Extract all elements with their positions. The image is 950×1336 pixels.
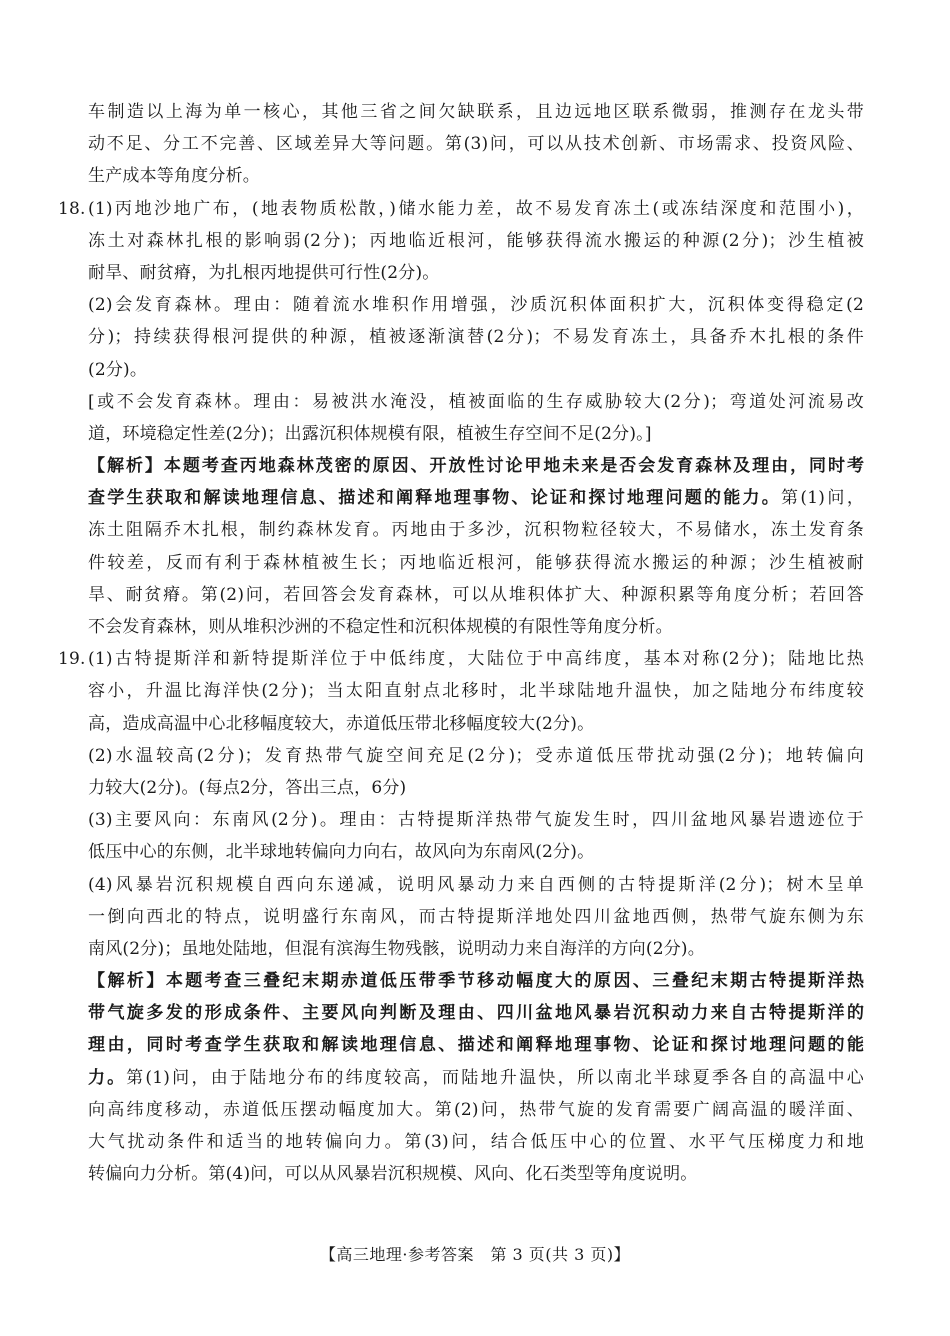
question-19 xyxy=(58,643,864,1190)
text-line: 低压中心的东侧，北半球地转偏向力向右，故风向为东南风(2分)。 xyxy=(88,842,595,863)
text-line: (4)风暴岩沉积规模自西向东递减，说明风暴动力来自西侧的古特提斯洋(2分)；树木呈单 xyxy=(88,874,864,895)
text-line: 车制造以上海为单一核心，其他三省之间欠缺联系，且边远地区联系微弱，推测存在龙头带 xyxy=(88,102,864,122)
text-line: 高，造成高温中心北移幅度较大，赤道低压带北移幅度较大(2分)。 xyxy=(88,713,595,734)
text-line: (2分)。 xyxy=(88,359,148,380)
analysis-line: 【解析】本题考查丙地森林茂密的原因、开放性讨论甲地未来是否会发育森林及理由，同时考 xyxy=(88,456,864,477)
analysis-line: 冻土阻隔乔木扎根，制约森林发育。丙地由于多沙，沉积物粒径较大，不易储水，冻土发育条 xyxy=(88,520,864,541)
text-line: (2)水温较高(2分)；发育热带气旋空间充足(2分)；受赤道低压带扰动强(2分)；地转偏向 xyxy=(88,745,864,766)
q17-analysis-tail xyxy=(88,96,864,193)
analysis-line: 转偏向力分析。第(4)问，可以从风暴岩沉积规模、风向、化石类型等角度说明。 xyxy=(88,1164,698,1185)
text-line: [或不会发育森林。理由：易被洪水淹没，植被面临的生存威胁较大(2分)；弯道处河流易改 xyxy=(88,391,864,412)
question-number: 18. xyxy=(58,198,86,219)
text-line: 生产成本等角度分析。 xyxy=(88,166,260,187)
analysis-line: 大气扰动条件和适当的地转偏向力。第(3)问，结合低压中心的位置、水平气压梯度力和地 xyxy=(88,1132,864,1152)
text-line: 力较大(2分)。(每点2分，答出三点，6分) xyxy=(88,777,407,798)
question-number: 19. xyxy=(58,649,86,670)
analysis-line: 件较差，反而有利于森林植被生长；丙地临近根河，能够获得流水搬运的种源；沙生植被耐 xyxy=(88,552,864,573)
text-line: 耐旱、耐贫瘠，为扎根丙地提供可行性(2分)。 xyxy=(88,262,440,283)
q19-analysis xyxy=(88,965,864,1190)
analysis-line: 不会发育森林，则从堆积沙洲的不稳定性和沉积体规模的有限性等角度分析。 xyxy=(88,617,673,637)
text-line: 一倒向西北的特点，说明盛行东南风，而古特提斯洋地处四川盆地西侧，热带气旋东侧为东 xyxy=(88,906,864,927)
analysis-line: 【解析】本题考查三叠纪末期赤道低压带季节移动幅度大的原因、三叠纪末期古特提斯洋热 xyxy=(88,971,864,992)
text-line: (1)丙地沙地广布，(地表物质松散，)储水能力差，故不易发育冻土(或冻结深度和范围小)， xyxy=(88,198,864,219)
analysis-line: 理由，同时考查学生获取和解读地理信息、描述和阐释地理事物、论证和探讨地理问题的能 xyxy=(88,1035,864,1056)
analysis-line xyxy=(88,482,864,514)
analysis-bold-text: 查学生获取和解读地理信息、描述和阐释地理事物、论证和探讨地理问题的能力。 xyxy=(88,488,781,509)
analysis-text: 第(1)问， xyxy=(780,488,864,509)
text-line: (3)主要风向：东南风(2分)。理由：古特提斯洋热带气旋发生时，四川盆地风暴岩遗迹位于 xyxy=(88,810,864,831)
text-line: (2)会发育森林。理由：随着流水堆积作用增强，沙质沉积体面积扩大，沉积体变得稳定(2 xyxy=(88,295,864,316)
text-line: 容小，升温比海洋快(2分)；当太阳直射点北移时，北半球陆地升温快，加之陆地分布纬度较 xyxy=(88,681,864,702)
text-line: 冻土对森林扎根的影响弱(2分)；丙地临近根河，能够获得流水搬运的种源(2分)；沙生植被 xyxy=(88,230,864,251)
text-line: 道，环境稳定性差(2分)；出露沉积体规模有限，植被生存空间不足(2分)。] xyxy=(88,423,652,444)
analysis-line: 带气旋多发的形成条件、主要风向判断及理由、四川盆地风暴岩沉积动力来自古特提斯洋的 xyxy=(88,1003,864,1024)
text-line: (1)古特提斯洋和新特提斯洋位于中低纬度，大陆位于中高纬度，基本对称(2分)；陆地比热 xyxy=(88,649,864,670)
text-line: 动不足、分工不完善、区域差异大等问题。第(3)问，可以从技术创新、市场需求、投资风险、 xyxy=(88,134,864,155)
q18-analysis xyxy=(88,450,864,643)
text-line: 南风(2分)；虽地处陆地，但混有滨海生物残骸，说明动力来自海洋的方向(2分)。 xyxy=(88,938,705,959)
analysis-text: 第(1)问，由于陆地分布的纬度较高，而陆地升温快，所以南北半球夏季各自的高温中心 xyxy=(126,1067,864,1088)
page-content xyxy=(58,96,864,1190)
analysis-line: 旱、耐贫瘠。第(2)问，若回答会发育森林，可以从堆积体扩大、种源积累等角度分析；若回答 xyxy=(88,584,864,605)
analysis-line xyxy=(88,1062,864,1094)
text-line: 分)；持续获得根河提供的种源，植被逐渐演替(2分)；不易发育冻土，具备乔木扎根的条件 xyxy=(88,327,864,348)
question-18 xyxy=(58,193,864,644)
analysis-bold-text: 力。 xyxy=(88,1067,127,1088)
analysis-line: 向高纬度移动，赤道低压摆动幅度加大。第(2)问，热带气旋的发育需要广阔高温的暖洋面、 xyxy=(88,1099,864,1120)
page-footer: 【高三地理·参考答案 第 3 页(共 3 页)】 xyxy=(319,1245,631,1264)
